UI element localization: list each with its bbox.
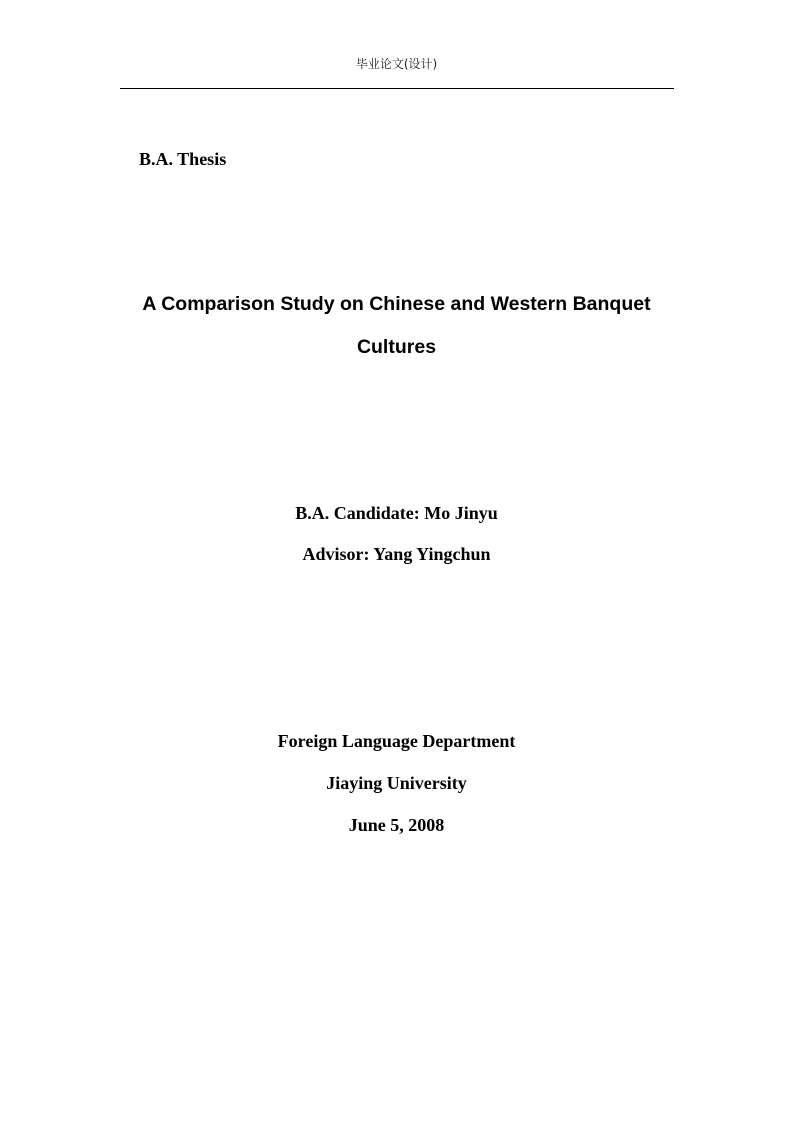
submission-date: June 5, 2008 xyxy=(348,815,445,835)
thesis-title-line-1: A Comparison Study on Chinese and Western Banquet xyxy=(142,293,651,315)
department-name: Foreign Language Department xyxy=(277,731,516,751)
candidate-name: B.A. Candidate: Mo Jinyu xyxy=(295,503,498,523)
document-type: B.A. Thesis xyxy=(139,149,227,169)
page-header: 毕业论文(设计) xyxy=(355,57,438,71)
header-divider xyxy=(120,88,674,89)
thesis-title-line-2: Cultures xyxy=(356,336,437,358)
university-name: Jiaying University xyxy=(326,773,467,793)
advisor-name: Advisor: Yang Yingchun xyxy=(302,544,491,564)
